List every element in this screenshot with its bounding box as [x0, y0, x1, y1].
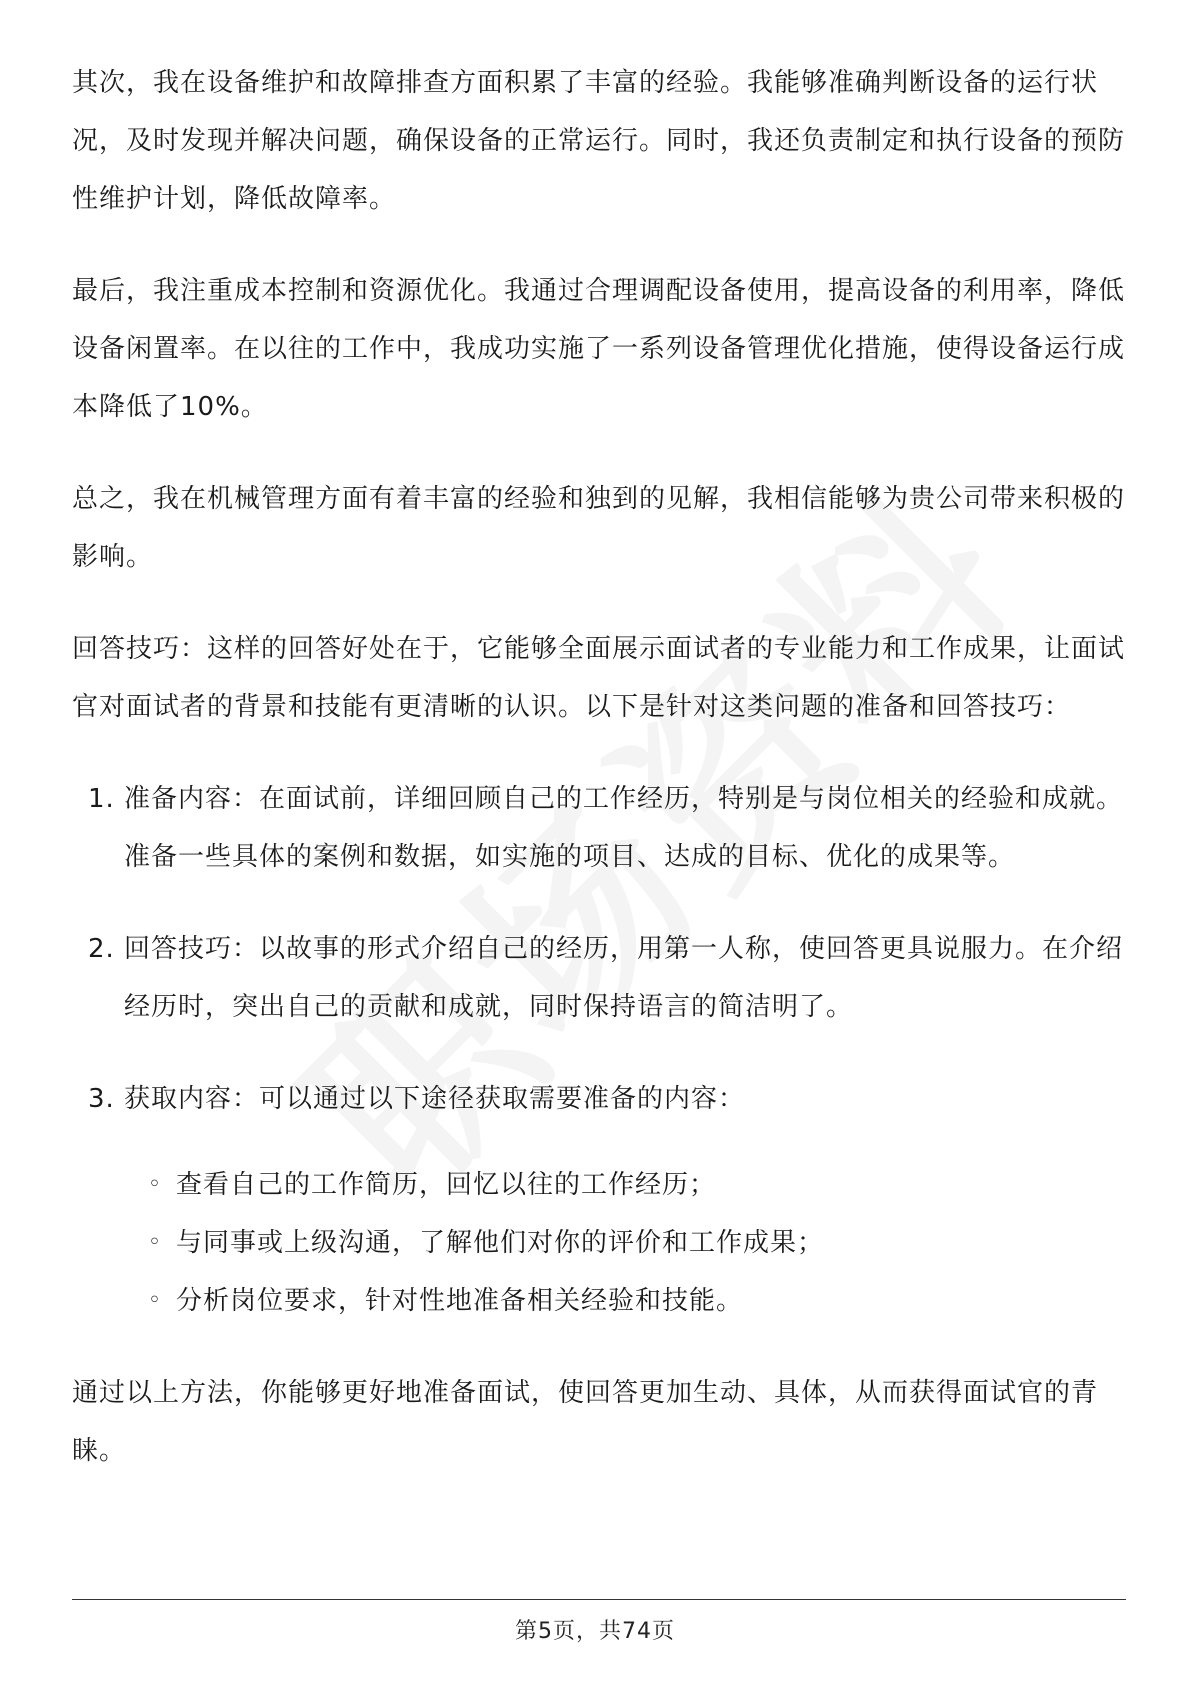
list-number: 1. [88, 784, 115, 814]
sublist-item-text: 与同事或上级沟通，了解他们对你的评价和工作成果； [176, 1228, 825, 1258]
paragraph-cost-control: 最后，我注重成本控制和资源优化。我通过合理调配设备使用，提高设备的利用率，降低设备闲置率。在以往的工作中，我成功实施了一系列设备管理优化措施，使得设备运行成本降低了10%。 [72, 276, 1126, 422]
sublist-item [124, 1156, 1132, 1214]
list-item-text: 回答技巧：以故事的形式介绍自己的经历，用第一人称，使回答更具说服力。在介绍经历时，突出自己的贡献和成就，同时保持语言的简洁明了。 [124, 934, 1124, 1022]
paragraph-experience-maintenance: 其次，我在设备维护和故障排查方面积累了丰富的经验。我能够准确判断设备的运行状况，及时发现并解决问题，确保设备的正常运行。同时，我还负责制定和执行设备的预防性维护计划，降低故障率。 [72, 68, 1126, 214]
sublist-item-text: 分析岗位要求，针对性地准备相关经验和技能。 [176, 1286, 744, 1316]
list-number: 2. [88, 934, 115, 964]
page-number: 第5页，共74页 [515, 1619, 675, 1644]
list-number: 3. [88, 1084, 115, 1114]
list-item [72, 1070, 1132, 1330]
list-item [72, 920, 1132, 1036]
main-content [72, 54, 1132, 1514]
tips-list [72, 770, 1132, 1330]
bullet-icon: ◦ [148, 1230, 162, 1255]
footer-divider [72, 1599, 1126, 1600]
sources-sublist [124, 1156, 1132, 1330]
paragraph-closing: 通过以上方法，你能够更好地准备面试，使回答更加生动、具体，从而获得面试官的青睐。 [72, 1378, 1099, 1466]
paragraph-answer-tips: 回答技巧：这样的回答好处在于，它能够全面展示面试者的专业能力和工作成果，让面试官对面试者的背景和技能有更清晰的认识。以下是针对这类问题的准备和回答技巧： [72, 634, 1126, 722]
sublist-item [124, 1272, 1132, 1330]
bullet-icon: ◦ [148, 1288, 162, 1313]
list-item [72, 770, 1132, 886]
sublist-item-text: 查看自己的工作简历，回忆以往的工作经历； [176, 1170, 717, 1200]
list-item-text: 获取内容：可以通过以下途径获取需要准备的内容： [124, 1084, 746, 1114]
paragraph-summary: 总之，我在机械管理方面有着丰富的经验和独到的见解，我相信能够为贵公司带来积极的影响。 [72, 484, 1126, 572]
sublist-item [124, 1214, 1132, 1272]
bullet-icon: ◦ [148, 1172, 162, 1197]
list-item-text: 准备内容：在面试前，详细回顾自己的工作经历，特别是与岗位相关的经验和成就。准备一些具体的案例和数据，如实施的项目、达成的目标、优化的成果等。 [124, 784, 1124, 872]
